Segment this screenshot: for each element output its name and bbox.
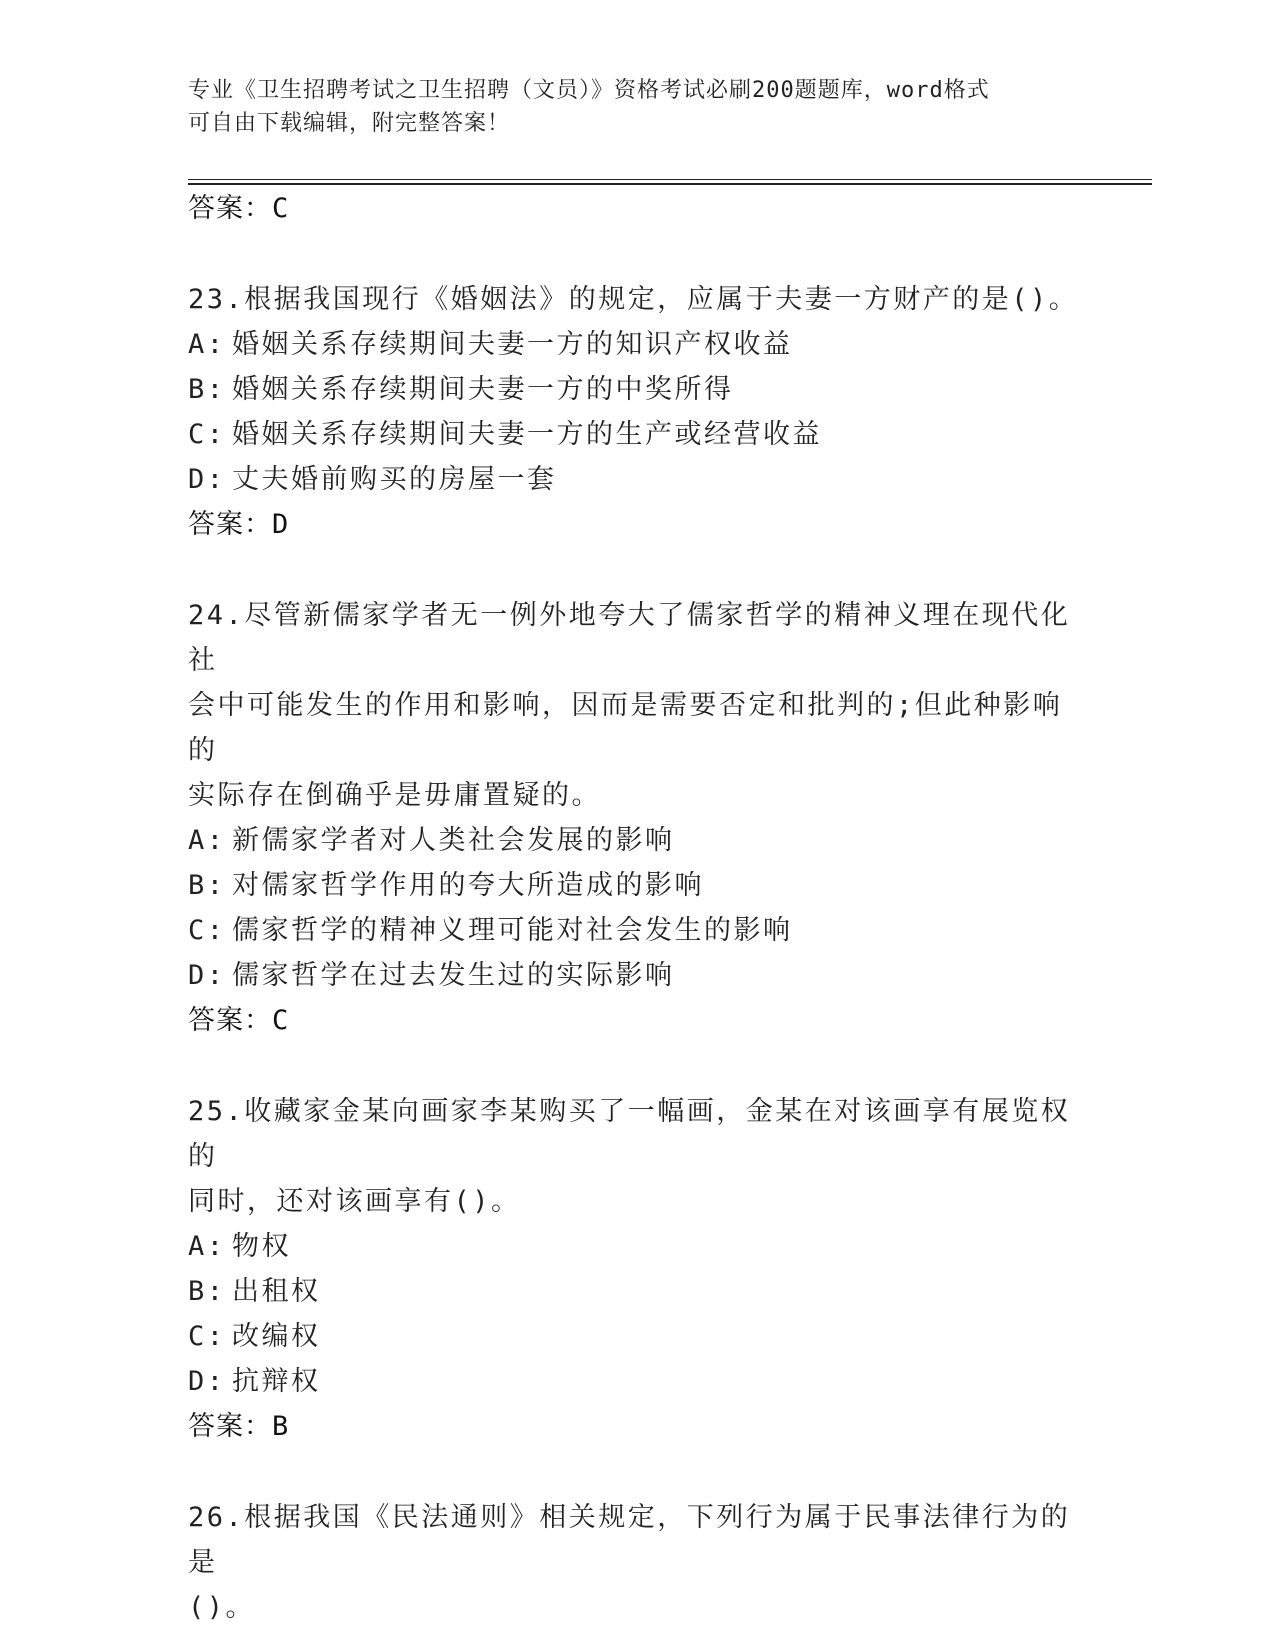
question-stem-line: 同时，还对该画享有()。: [188, 1186, 521, 1217]
answer-line: [188, 998, 1088, 1043]
option-b: [188, 367, 1088, 412]
option-key: C:: [188, 419, 226, 450]
option-key: A:: [188, 825, 226, 856]
option-key: A:: [188, 1231, 226, 1262]
header-divider-thick: [188, 183, 1152, 185]
option-key: B:: [188, 1276, 226, 1307]
answer-value: C: [272, 193, 290, 224]
answer-value: D: [272, 509, 290, 540]
answer-line: [188, 186, 1088, 231]
answer-label: 答案：: [188, 193, 272, 224]
option-d: [188, 953, 1088, 998]
answer-value: C: [272, 1005, 290, 1036]
question-stem: 23.根据我国现行《婚姻法》的规定，应属于夫妻一方财产的是()。: [188, 284, 1079, 315]
spacer: [188, 547, 1088, 593]
answer-line: [188, 502, 1088, 547]
question-stem-line: ()。: [188, 1592, 256, 1623]
question-stem-line: 26.根据我国《民法通则》相关规定，下列行为属于民事法律行为的是: [188, 1502, 1071, 1578]
answer-label: 答案：: [188, 1411, 272, 1442]
option-b: [188, 863, 1088, 908]
option-key: A:: [188, 329, 226, 360]
option-text: 丈夫婚前购买的房屋一套: [232, 464, 557, 495]
option-key: D:: [188, 960, 226, 991]
option-d: [188, 457, 1088, 502]
option-a: [188, 818, 1088, 863]
option-text: 抗辩权: [232, 1366, 321, 1397]
option-key: C:: [188, 1321, 226, 1352]
spacer: [188, 1449, 1088, 1495]
answer-line: [188, 1404, 1088, 1449]
question-stem-line: 会中可能发生的作用和影响，因而是需要否定和批判的;但此种影响的: [188, 690, 1063, 766]
option-key: B:: [188, 374, 226, 405]
answer-label: 答案：: [188, 509, 272, 540]
option-c: [188, 908, 1088, 953]
question-24: [188, 593, 1088, 1043]
option-a: [188, 1224, 1088, 1269]
question-list: [188, 186, 1088, 1630]
header-line-2: 可自由下载编辑，附完整答案！: [188, 111, 511, 136]
option-key: C:: [188, 915, 226, 946]
option-c: [188, 412, 1088, 457]
option-d: [188, 1359, 1088, 1404]
option-key: D:: [188, 464, 226, 495]
option-text: 出租权: [232, 1276, 321, 1307]
option-a: [188, 322, 1088, 367]
answer-label: 答案：: [188, 1005, 272, 1036]
option-text: 婚姻关系存续期间夫妻一方的中奖所得: [232, 374, 734, 405]
spacer: [188, 231, 1088, 277]
header-divider-thin: [188, 179, 1152, 180]
question-stem-line: 实际存在倒确乎是毋庸置疑的。: [188, 780, 601, 811]
option-text: 儒家哲学在过去发生过的实际影响: [232, 960, 675, 991]
option-text: 婚姻关系存续期间夫妻一方的生产或经营收益: [232, 419, 822, 450]
option-b: [188, 1269, 1088, 1314]
option-text: 新儒家学者对人类社会发展的影响: [232, 825, 675, 856]
spacer: [188, 1043, 1088, 1089]
option-key: D:: [188, 1366, 226, 1397]
question-25: [188, 1089, 1088, 1449]
option-text: 物权: [232, 1231, 291, 1262]
option-text: 婚姻关系存续期间夫妻一方的知识产权收益: [232, 329, 793, 360]
document-header: [188, 74, 1068, 140]
question-26: [188, 1495, 1088, 1630]
option-key: B:: [188, 870, 226, 901]
question-stem-line: 25.收藏家金某向画家李某购买了一幅画，金某在对该画享有展览权的: [188, 1096, 1071, 1172]
question-23: [188, 277, 1088, 547]
option-text: 对儒家哲学作用的夸大所造成的影响: [232, 870, 704, 901]
header-line-1: 专业《卫生招聘考试之卫生招聘（文员）》资格考试必刷200题题库，word格式: [188, 78, 990, 103]
option-text: 改编权: [232, 1321, 321, 1352]
question-stem-line: 24.尽管新儒家学者无一例外地夸大了儒家哲学的精神义理在现代化社: [188, 600, 1071, 676]
option-c: [188, 1314, 1088, 1359]
answer-value: B: [272, 1411, 290, 1442]
option-text: 儒家哲学的精神义理可能对社会发生的影响: [232, 915, 793, 946]
